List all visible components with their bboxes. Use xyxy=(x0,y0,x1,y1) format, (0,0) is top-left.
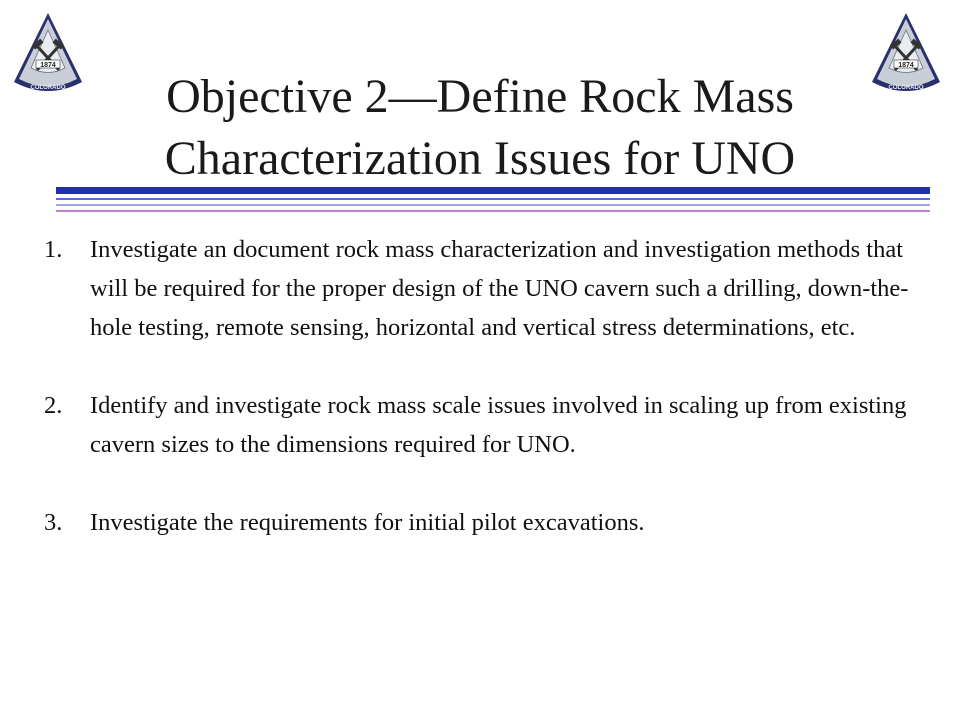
list-item-text: Investigate an document rock mass characterization and investigation methods that will be required for the proper design of the UNO cavern such a drilling, down-the-hole testing, remote sensing, horizontal and vertical stress determinations, etc. xyxy=(90,236,909,341)
objectives-list xyxy=(44,230,924,581)
slide-title-line-2: Characterization Issues for UNO xyxy=(164,132,796,185)
title-divider-rule xyxy=(56,198,930,200)
slide-title xyxy=(60,66,900,190)
list-item-text: Identify and investigate rock mass scale issues involved in scaling up from existing cavern sizes to the dimensions required for UNO. xyxy=(90,392,907,458)
logo-bottom-text: COLORADO xyxy=(888,85,924,91)
list-item-number: 1. xyxy=(44,236,63,263)
list-item-number: 2. xyxy=(44,392,63,419)
list-item xyxy=(44,386,924,464)
logo-year: 1874 xyxy=(898,62,914,69)
logo-year: 1874 xyxy=(40,62,56,69)
logo-bottom-text: COLORADO xyxy=(30,85,66,91)
title-divider-rule xyxy=(56,210,930,212)
title-divider-rule xyxy=(56,204,930,206)
slide-title-line-1: Objective 2—Define Rock Mass xyxy=(166,70,794,123)
list-item xyxy=(44,230,924,347)
list-item-text: Investigate the requirements for initial pilot excavations. xyxy=(90,509,645,536)
list-item xyxy=(44,503,924,542)
title-divider-rule xyxy=(56,187,930,194)
list-item-number: 3. xyxy=(44,509,63,536)
